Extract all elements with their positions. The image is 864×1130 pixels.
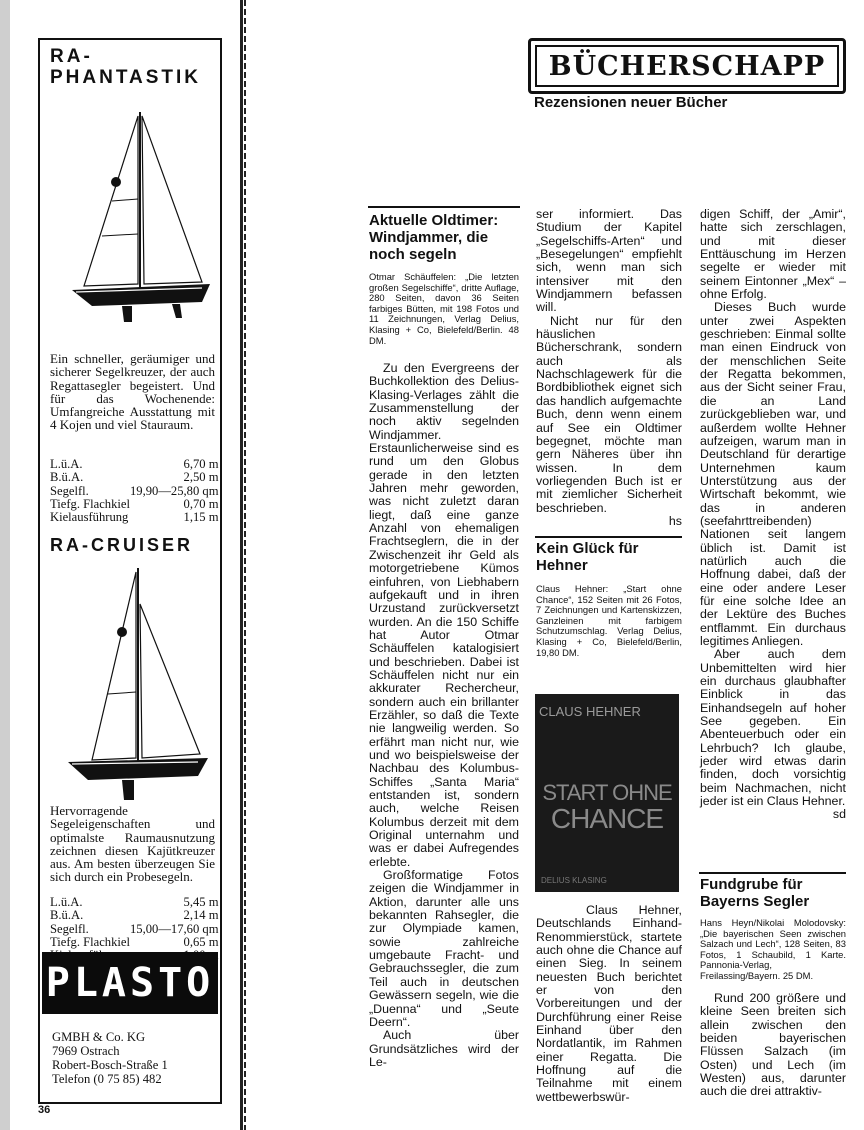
article2-biblio: Claus Hehner: „Start ohne Chance“, 152 Seiten mit 26 Fotos, 7 Zeichnungen und Kartenskizzen, Ganzleinen mit farbigem Schutzumschlag. Verlag Delius, Klasing + Co, Bielefeld/Berlin, 19,80 DM. [536, 583, 682, 658]
column-rule [368, 206, 520, 208]
ad-description-1: Ein schneller, geräumiger und sicherer Segelkreuzer, der auch Regattasegler begeistert. Und für das Wochenende: Umfangreiche Ausstattung mit 4 Kojen und viel Stauraum. [50, 351, 215, 433]
ad-title-line1: RA- [50, 46, 93, 67]
spine-line [240, 0, 243, 1130]
spec-label: Segelfl. [50, 483, 89, 498]
page-edge [0, 0, 10, 1130]
column-rule [699, 872, 846, 874]
ad-title-line2: PHANTASTIK [50, 67, 202, 88]
ad-title-cruiser: RA-CRUISER [50, 535, 194, 555]
article2-column [536, 904, 682, 1104]
masthead-title: BÜCHERSCHAPP [548, 50, 826, 82]
spine-dash-line [244, 0, 246, 1130]
spec-label: Tiefg. Flachkiel [50, 934, 130, 949]
spec-row [50, 471, 219, 484]
spec-value: 5,45 m [183, 895, 219, 909]
spec-label: L.ü.A. [50, 457, 83, 471]
sailboat-illustration [52, 106, 212, 326]
spec-label: B.ü.A. [50, 470, 84, 485]
spec-label: B.ü.A. [50, 908, 84, 923]
ad-description-2: Hervorragende Segeleigenschaften und optimalste Raumausnutzung zeichnen diesen Kajütkreuzer aus. Am besten überzeugen Sie sich durch ein Probesegeln. [50, 803, 215, 885]
column-rule [535, 536, 682, 538]
article2-column-cont [700, 208, 846, 822]
spec-label: Segelfl. [50, 921, 89, 936]
article2-heading: Kein Glück für Hehner [536, 540, 639, 574]
spec-row [50, 511, 219, 524]
spec-value: 1,15 m [183, 510, 219, 525]
article3-biblio: Hans Heyn/Nikolai Molodovsky: „Die bayerischen Seen zwischen Salzach und Lech“, 128 Seiten, 83 Fotos, 1 Schaubild, 1 Karte. Pannonia-Verlag, Freilassing/Bayern. 25 DM. [700, 917, 846, 981]
spec-value: 19,90—25,80 qm [130, 483, 219, 498]
sailboat-illustration-cruiser [52, 564, 212, 804]
article3-column [700, 992, 846, 1099]
article3-paragraph: Rund 200 größere und kleine Seen breiten sich allein zwischen den beiden bayerischen Flüssen Salzach (im Osten) und Lech (im Westen) aus, darunter auch die drei attraktiv- [700, 991, 846, 1099]
article1-column-cont [536, 208, 682, 528]
book-cover-title-line: CHANCE [550, 803, 664, 834]
spec-table-1 [50, 458, 219, 524]
spec-label: Tiefg. Flachkiel [50, 496, 130, 511]
spec-row [50, 498, 219, 511]
article1-paragraph: ser informiert. Das Studium der Kapitel „Segelschiffs-Arten“ und „Besegelungen“ empfiehlt sich, wenn man sich intensiver mit den Windjammern befassen will. [536, 207, 682, 315]
article2-paragraph: Dieses Buch wurde unter zwei Aspekten geschrieben: Einmal sollte man einen Eindruck von der menschlichen Seite der Regatta bekommen, aus der Sicht seiner Frau, die an Land zurückgeblieben war, und außerdem wollte Hehner aufzeigen, warum man in Deutschland für derartige Unternehmen kaum Unterstützung aus der Wirtschaft bekommt, wie das in anderen (seefahrttreibenden) Nationen seit langem üblich ist. Damit ist natürlich auch die Hoffnung dabei, daß der eine oder andere Leser für eine solche Idee an der Lektüre des Buches entflammt. Ein durchaus legitimes Anliegen. [700, 300, 846, 648]
spec-row [50, 896, 219, 909]
spec-row [50, 458, 219, 471]
article1-paragraph: Großformatige Fotos zeigen die Windjammer in Aktion, darunter alle uns bekannten Rahsegler, die zur Olympiade kamen, sowie zahlreiche umgebaute Fracht- und Gebrauchssegler, die zum Teil auch in deutschen Gewässern segeln, wie die „Duenna“ und „Seute Deern“. [369, 868, 519, 1029]
book-cover-publisher: DELIUS KLASING [541, 876, 607, 885]
spec-value: 0,65 m [183, 934, 219, 949]
book-cover-image [535, 694, 679, 892]
spec-row [50, 909, 219, 922]
section-masthead [528, 38, 846, 94]
article1-paragraph: Nicht nur für den häuslichen Bücherschrank, sondern auch als Nachschlagewerk für die Bordbibliothek eignet sich das handlich aufgemachte Buch, denn wenn einem auf See ein Oldtimer begegnet, möchte man gern Näheres über ihn wissen. In dem vorliegenden Buch ist er mit ziemlicher Sicherheit beschrieben. [536, 313, 682, 515]
spec-value: 2,14 m [183, 908, 219, 923]
spec-label: Kielausführung [50, 510, 129, 525]
address-line: 7969 Ostrach [52, 1044, 120, 1058]
book-cover-title-line: START OHNE [542, 780, 672, 805]
address-line: GMBH & Co. KG [52, 1030, 146, 1044]
advertisement [38, 38, 222, 1104]
article1-signature: hs [668, 513, 682, 528]
article2-paragraph: Claus Hehner, Deutschlands Einhand-Renommierstück, startete auch ohne die Chance auf einen Sieg. In seinem neuesten Buch berichtet er von den Vorbereitungen und der Durchführung einer Reise Einhand über den Nordatlantik, im Rahmen einer Regatta. Die Hoffnung auf die Teilnahme mit einem wettbewerbswür- [536, 903, 682, 1104]
address-line: Telefon (0 75 85) 482 [52, 1072, 162, 1086]
spec-value: 0,70 m [183, 496, 219, 511]
article1-column [369, 362, 519, 1069]
article2-signature: sd [832, 807, 846, 822]
book-cover-title [535, 782, 679, 834]
article1-biblio: Otmar Schäuffelen: „Die letzten großen Segelschiffe“, dritte Auflage, 280 Seiten, davon 36 Seiten farbiges Bütten, mit 198 Fotos und 11 Zeichnungen, Verlag Delius, Klasing + Co, Bielefeld/Berlin. 48 DM. [369, 271, 519, 346]
ad-address [52, 1030, 217, 1086]
spec-value: 2,50 m [183, 470, 219, 485]
page-number: 36 [38, 1104, 51, 1116]
book-cover-author: CLAUS HEHNER [539, 704, 641, 719]
section-subtitle: Rezensionen neuer Bücher [534, 94, 728, 111]
article1-heading: Aktuelle Oldtimer: Windjammer, die noch segeln [369, 212, 499, 263]
article3-heading: Fundgrube für Bayerns Segler [700, 876, 810, 910]
spec-label: L.ü.A. [50, 895, 83, 909]
article1-paragraph: Auch über Grundsätzliches wird der Le- [369, 1028, 519, 1069]
spec-row [50, 485, 219, 498]
article2-paragraph: digen Schiff, der „Amir“, hatte sich zerschlagen, und mit dieser Enttäuschung im Herzen segelte er wieder mit seinem Eintonner „Mex“ – ohne Erfolg. [700, 207, 846, 302]
article1-paragraph: Zu den Evergreens der Buchkollektion des Delius-Klasing-Verlages zählt die Zusammenstellung der noch aktiv segelnden Windjammer. Erstaunlicherweise sind es rund um den Globus gerade in den letzten Jahren mehr geworden, was nicht zuletzt daran liegt, daß eine ganze Anzahl von ehemaligen Frachtseglern, die in der Zwischenzeit ihr Geld als motorgetriebene Kümos einfuhren, von Liebhabern aufgekauft und in ihren Urzustand zurückversetzt wurden. An die 150 Schiffe hat Autor Otmar Schäuffelen katalogisiert und beschrieben. Dabei ist Schäuffelen nicht nur ein akkurater Rechercheur, sondern auch ein brillanter Erzähler, so daß die Texte nie langweilig werden. So erfährt man nicht nur, wie und wo beispielsweise der Nachbau des Kolumbus-Schiffes „Santa Maria“ entstanden ist, sondern auch, welche Reisen Kolumbus derzeit mit dem Original unternahm und was er dabei Aufregendes erlebte. [369, 361, 519, 869]
spec-row [50, 936, 219, 949]
spec-row [50, 923, 219, 936]
spec-value: 6,70 m [183, 457, 219, 471]
address-line: Robert-Bosch-Straße 1 [52, 1058, 168, 1072]
plasto-logo: PLASTO [42, 952, 218, 1014]
spec-value: 15,00—17,60 qm [130, 921, 219, 936]
article2-paragraph: Aber auch dem Unbemittelten wird hier ein durchaus glaubhafter Einblick in das Einhandsegeln auf hoher See gegeben. Ein Abenteuerbuch oder ein Lehrbuch? Ich glaube, jeder wird etwas darin finden, doch vorsichtig beim Nachmachen, nicht jeder ist ein Claus Hehner. [700, 647, 846, 809]
